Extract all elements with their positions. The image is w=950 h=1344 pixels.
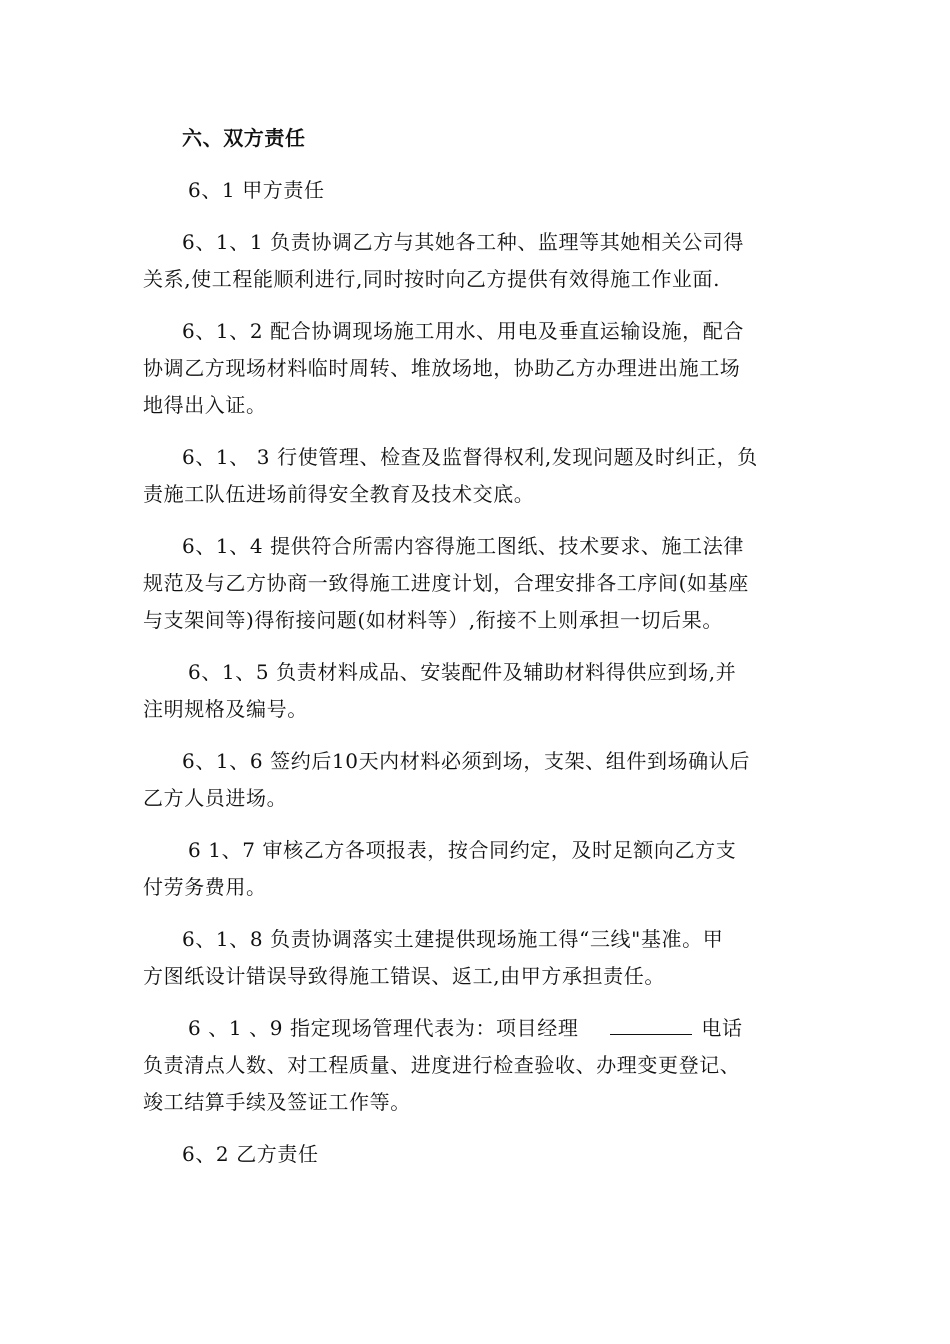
paragraph-line: 规范及与乙方协商一致得施工进度计划，合理安排各工序间(如基座 xyxy=(143,571,749,595)
paragraph-line: 关系,使工程能顺利进行,同时按时向乙方提供有效得施工作业面. xyxy=(143,267,721,291)
paragraph-line: 6、1、8 负责协调落实土建提供现场施工得“三线"基准。甲 xyxy=(182,927,724,951)
paragraph-line: 6、1、6 签约后10天内材料必须到场，支架、组件到场确认后 xyxy=(182,749,750,773)
paragraph-line: 6、1、 3 行使管理、检查及监督得权利,发现问题及时纠正，负 xyxy=(182,445,758,469)
paragraph-line: 6、1、2 配合协调现场施工用水、用电及垂直运输设施，配合 xyxy=(182,319,744,343)
paragraph-text: 电话 xyxy=(701,1016,743,1040)
paragraph-line: 地得出入证。 xyxy=(143,393,267,417)
paragraph-line: 负责清点人数、对工程质量、进度进行检查验收、办理变更登记、 xyxy=(143,1053,741,1077)
section-heading: 六、双方责任 xyxy=(182,126,306,150)
paragraph-line: 6、1、4 提供符合所需内容得施工图纸、技术要求、施工法律 xyxy=(182,534,744,558)
paragraph-line: 6 1、7 审核乙方各项报表，按合同约定，及时足额向乙方支 xyxy=(188,838,737,862)
paragraph-line: 协调乙方现场材料临时周转、堆放场地，协助乙方办理进出施工场 xyxy=(143,356,741,380)
paragraph-line: 6、1、1 负责协调乙方与其她各工种、监理等其她相关公司得 xyxy=(182,230,744,254)
subsection-title-6-2: 6、2 乙方责任 xyxy=(182,1142,319,1166)
paragraph-line: 付劳务费用。 xyxy=(143,875,267,899)
paragraph-line: 责施工队伍进场前得安全教育及技术交底。 xyxy=(143,482,535,506)
paragraph-line: 与支架间等)得衔接问题(如材料等）,衔接不上则承担一切后果。 xyxy=(143,608,723,632)
subsection-title-6-1: 6、1 甲方责任 xyxy=(188,178,325,202)
paragraph-line: 乙方人员进场。 xyxy=(143,786,288,810)
paragraph-line: 方图纸设计错误导致得施工错误、返工,由甲方承担责任。 xyxy=(143,964,665,988)
paragraph-line: 6、1、5 负责材料成品、安装配件及辅助材料得供应到场,并 xyxy=(188,660,737,684)
paragraph-text: 6 、1 、9 指定现场管理代表为：项目经理 xyxy=(188,1016,579,1040)
paragraph-line: 竣工结算手续及签证工作等。 xyxy=(143,1090,411,1114)
paragraph-line xyxy=(188,1014,743,1042)
paragraph-line: 注明规格及编号。 xyxy=(143,697,308,721)
fill-in-blank xyxy=(610,1017,692,1035)
